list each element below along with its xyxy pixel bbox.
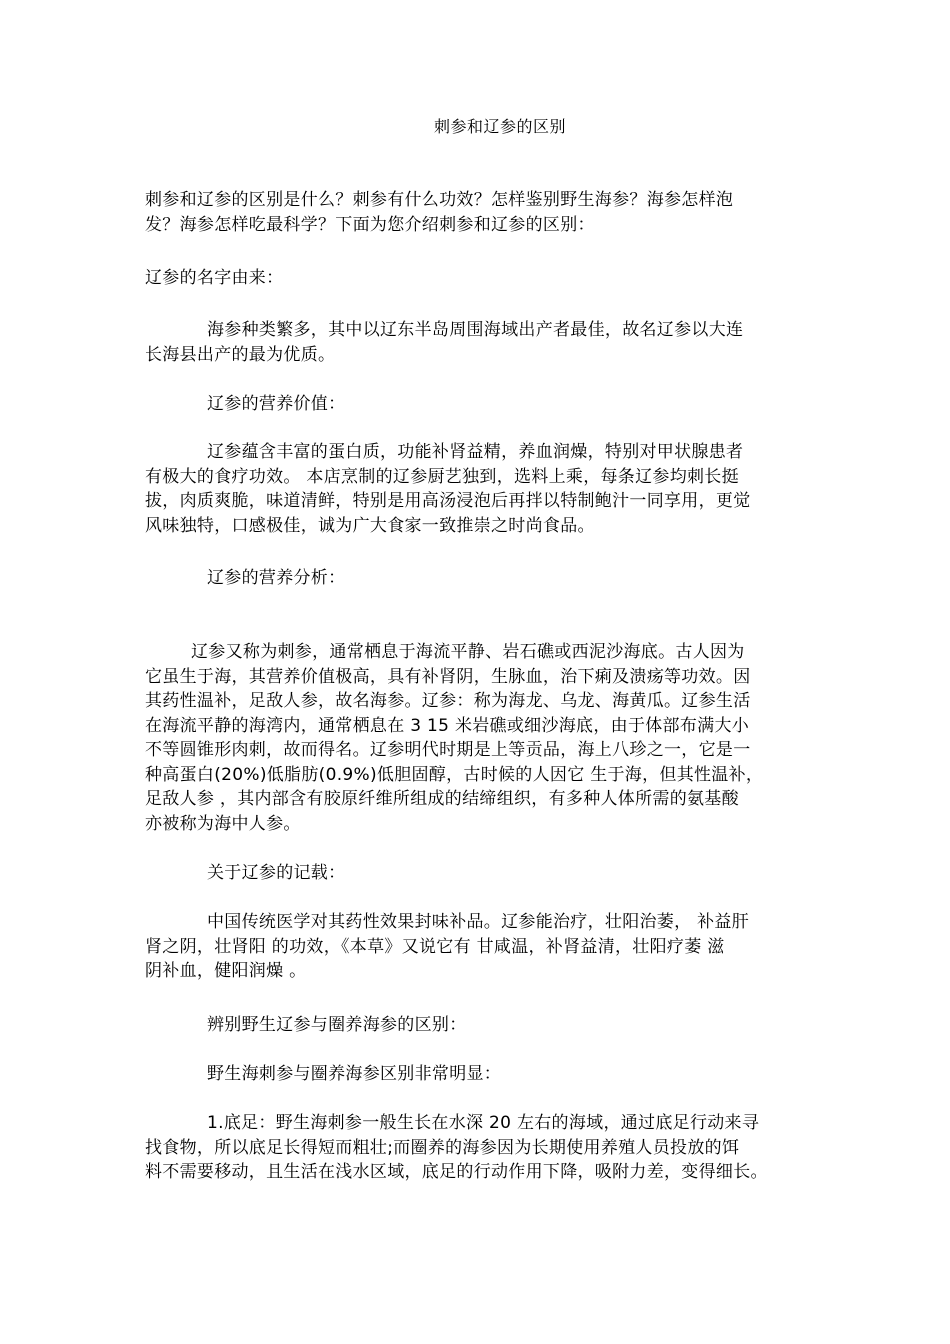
text-line: 辽参的营养价值： bbox=[207, 394, 346, 414]
section-heading-records bbox=[145, 861, 810, 886]
text-line: 有极大的食疗功效。 本店烹制的辽参厨艺独到，选料上乘，每条辽参均刺长挺 bbox=[145, 466, 739, 487]
text-line: 刺参和辽参的区别是什么？刺参有什么功效？怎样鉴别野生海参？海参怎样泡 bbox=[145, 190, 734, 210]
text-line: 野生海刺参与圈养海参区别非常明显： bbox=[207, 1064, 502, 1084]
text-line: 辽参的名字由来： bbox=[145, 268, 284, 288]
text-line: 辽参的营养分析： bbox=[207, 568, 346, 588]
intro-paragraph bbox=[145, 188, 810, 237]
text-line: 肾之阴，壮肾阳 的功效，《本草》又说它有 甘咸温，补肾益清，壮阳疗萎 滋 bbox=[145, 936, 725, 957]
nutrition-value-paragraph bbox=[145, 440, 810, 538]
nutrition-analysis-paragraph bbox=[145, 640, 810, 836]
section-heading-obvious-difference bbox=[145, 1062, 810, 1087]
section-heading-wild-vs-farmed bbox=[145, 1013, 810, 1038]
text-line: 海参种类繁多，其中以辽东半岛周围海域出产者最佳，故名辽参以大连 bbox=[207, 320, 744, 340]
text-line: 辨别野生辽参与圈养海参的区别： bbox=[207, 1015, 467, 1035]
text-line: 长海县出产的最为优质。 bbox=[145, 344, 336, 365]
text-line: 料不需要移动，且生活在浅水区域，底足的行动作用下降，吸附力差，变得细长。 bbox=[145, 1162, 768, 1182]
text-line: 种高蛋白(20%)低脂肪(0.9%)低胆固醇，古时候的人因它 生于海，但其性温补， bbox=[145, 764, 764, 785]
text-line: 中国传统医学对其药性效果封味补品。辽参能治疗，壮阳治萎， 补益肝 bbox=[207, 912, 750, 932]
text-line: 在海流平静的海湾内，通常栖息在 3 15 米岩礁或细沙海底，由于体部布满大小 bbox=[145, 715, 750, 736]
text-line: 其药性温补，足敌人参，故名海参。辽参：称为海龙、乌龙、海黄瓜。辽参生活 bbox=[145, 691, 751, 711]
section-heading-nutrition-analysis bbox=[145, 566, 810, 591]
text-line: 拔，肉质爽脆，味道清鲜，特别是用高汤浸泡后再拌以特制鲍汁一同享用，更觉 bbox=[145, 491, 751, 511]
document-title: 刺参和辽参的区别 bbox=[433, 117, 566, 136]
text-line: 阴补血，健阳润燥 。 bbox=[145, 961, 307, 981]
text-line: 发？海参怎样吃最科学？下面为您介绍刺参和辽参的区别： bbox=[145, 214, 595, 235]
text-line: 亦被称为海中人参。 bbox=[145, 813, 301, 834]
section-heading-nutrition-value bbox=[145, 392, 810, 417]
text-line: 辽参蕴含丰富的蛋白质，功能补肾益精，养血润燥，特别对甲状腺患者 bbox=[207, 442, 744, 462]
name-origin-paragraph bbox=[145, 318, 810, 367]
text-line: 关于辽参的记载： bbox=[207, 863, 346, 883]
text-line: 1.底足：野生海刺参一般生长在水深 20 左右的海域，通过底足行动来寻 bbox=[207, 1113, 760, 1133]
records-paragraph bbox=[145, 910, 810, 984]
tube-feet-paragraph bbox=[145, 1111, 810, 1185]
text-line: 它虽生于海，其营养价值极高，具有补肾阴，生脉血，治下痢及溃疡等功效。因 bbox=[145, 666, 751, 687]
text-line: 不等圆锥形肉刺，故而得名。辽参明代时期是上等贡品，海上八珍之一，它是一 bbox=[145, 740, 751, 760]
text-line: 风味独特，口感极佳，诚为广大食家一致推崇之时尚食品。 bbox=[145, 515, 595, 536]
text-line: 找食物，所以底足长得短而粗壮;而圈养的海参因为长期使用养殖人员投放的饵 bbox=[145, 1137, 740, 1158]
text-line: 辽参又称为刺参，通常栖息于海流平静、岩石礁或西泥沙海底。古人因为 bbox=[191, 642, 745, 662]
section-heading-name-origin bbox=[145, 266, 810, 291]
text-line: 足敌人参 ，其内部含有胶原纤维所组成的结缔组织，有多种人体所需的氨基酸 bbox=[145, 789, 739, 809]
